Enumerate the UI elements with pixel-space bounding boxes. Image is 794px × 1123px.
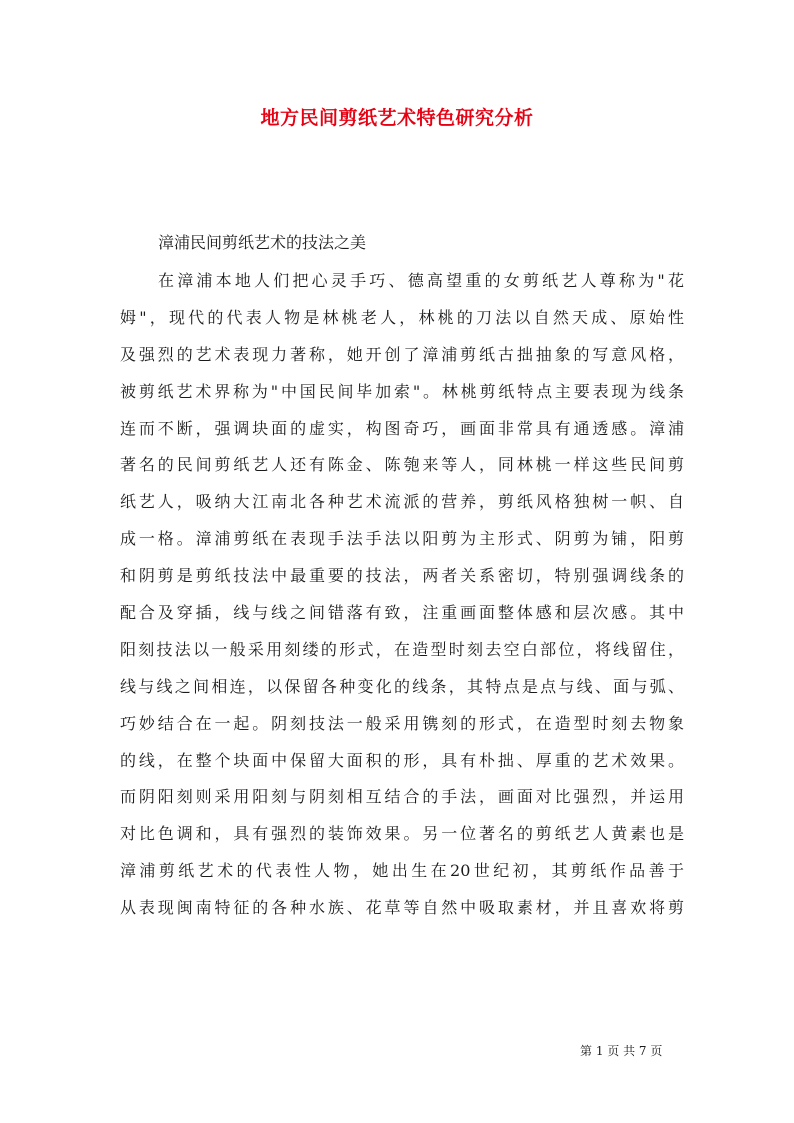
paragraph-line: 连而不断，强调块面的虚实，构图奇巧，画面非常具有通透感。漳浦 (120, 418, 684, 438)
paragraph-line: 的线，在整个块面中保留大面积的形，具有朴拙、厚重的艺术效果。 (120, 750, 684, 770)
page-number-footer: 第 1 页 共 7 页 (580, 1044, 663, 1058)
paragraph-line: 在漳浦本地人们把心灵手巧、德高望重的女剪纸艺人尊称为"花 (158, 271, 684, 290)
paragraph-line: 和阴剪是剪纸技法中最重要的技法，两者关系密切，特别强调线条的 (120, 566, 684, 586)
paragraph-line: 线与线之间相连，以保留各种变化的线条，其特点是点与线、面与弧、 (120, 676, 684, 696)
paragraph-line: 漳浦剪纸艺术的代表性人物，她出生在20世纪初，其剪纸作品善于 (120, 861, 684, 881)
paragraph-line: 配合及穿插，线与线之间错落有致，注重画面整体感和层次感。其中 (120, 603, 684, 623)
paragraph-line: 及强烈的艺术表现力著称，她开创了漳浦剪纸古拙抽象的写意风格， (120, 344, 684, 364)
paragraph-line: 姆"，现代的代表人物是林桃老人，林桃的刀法以自然天成、原始性 (120, 307, 684, 327)
paragraph-line: 从表现闽南特征的各种水族、花草等自然中吸取素材，并且喜欢将剪 (120, 898, 684, 918)
section-subheading: 漳浦民间剪纸艺术的技法之美 (158, 233, 367, 252)
paragraph-line: 而阴阳刻则采用阳刻与阴刻相互结合的手法，画面对比强烈，并运用 (120, 787, 684, 807)
body-paragraph (120, 263, 684, 927)
paragraph-line: 阳刻技法以一般采用刻缕的形式，在造型时刻去空白部位，将线留住， (120, 639, 684, 659)
paragraph-line: 纸艺人，吸纳大江南北各种艺术流派的营养，剪纸风格独树一帜、自 (120, 492, 684, 512)
paragraph-line: 成一格。漳浦剪纸在表现手法手法以阳剪为主形式、阴剪为铺，阳剪 (120, 529, 684, 549)
paragraph-line: 著名的民间剪纸艺人还有陈金、陈匏来等人，同林桃一样这些民间剪 (120, 455, 684, 475)
paragraph-line: 被剪纸艺术界称为"中国民间毕加索"。林桃剪纸特点主要表现为线条 (120, 381, 684, 401)
paragraph-line: 对比色调和，具有强烈的装饰效果。另一位著名的剪纸艺人黄素也是 (120, 824, 684, 844)
paragraph-line: 巧妙结合在一起。阴刻技法一般采用镌刻的形式，在造型时刻去物象 (120, 713, 684, 733)
document-title: 地方民间剪纸艺术特色研究分析 (260, 107, 534, 129)
